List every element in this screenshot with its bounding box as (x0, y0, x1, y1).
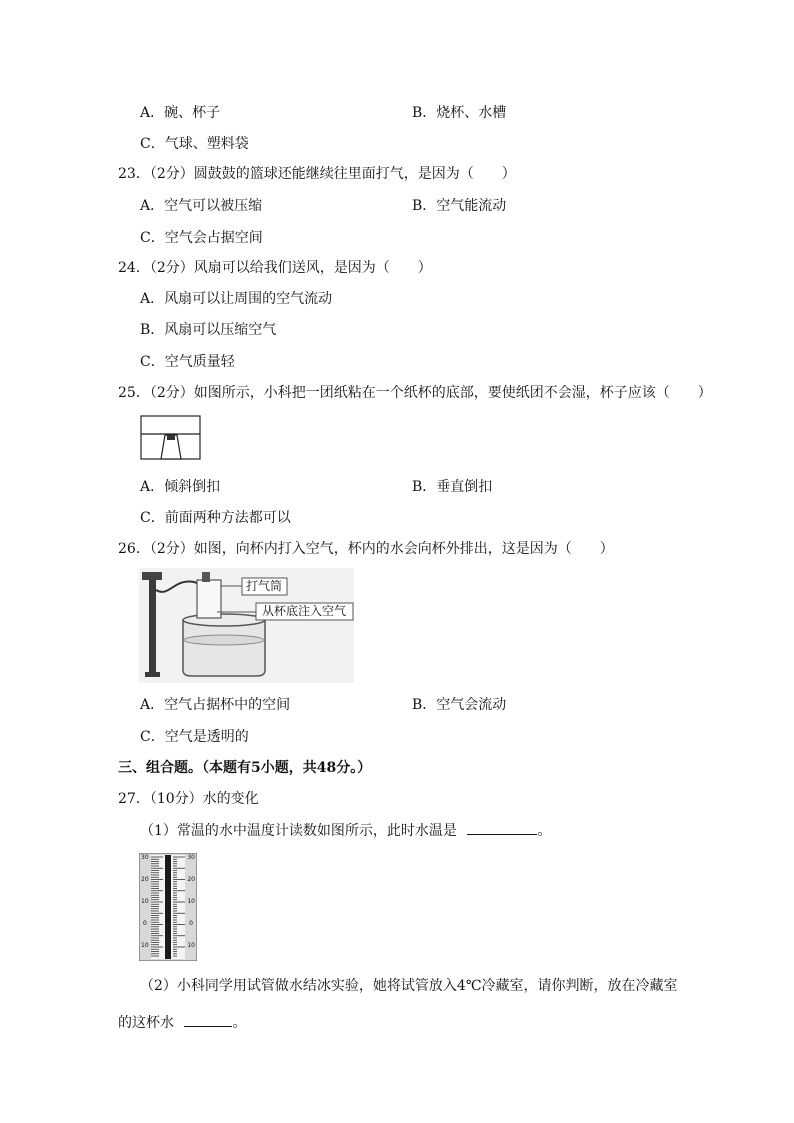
tick-label-30-right: 30 (187, 854, 195, 861)
tick-label-neg10-right: 10 (187, 942, 195, 949)
section-3-title: 三、组合题。（本题有5小题，共48分。） (118, 760, 372, 776)
q27-sub2-line1: （2）小科同学用试管做水结冰实验，她将试管放入4℃冷藏室，请你判断，放在冷藏室 (140, 978, 678, 994)
q27-sub2-line2 (118, 1012, 246, 1033)
tick-label-20-left: 20 (141, 876, 149, 883)
q25-option-b: B．垂直倒扣 (412, 479, 493, 495)
tick-label-20-right: 20 (187, 876, 195, 883)
q25-option-a: A．倾斜倒扣 (140, 479, 221, 495)
q24-option-a: A．风扇可以让周围的空气流动 (140, 291, 333, 307)
paper-cup-figure (140, 415, 202, 460)
q27-stem: 27．（10分）水的变化 (118, 791, 259, 807)
tick-label-0-left: 0 (143, 920, 147, 927)
tick-label-30-left: 30 (141, 854, 149, 861)
q27-sub2-answer-blank[interactable] (184, 1012, 232, 1027)
q27-sub1-text: （1）常温的水中温度计读数如图所示，此时水温是 (140, 823, 457, 839)
q25-option-c: C．前面两种方法都可以 (140, 510, 291, 526)
tick-label-10-left: 10 (141, 898, 149, 905)
tick-label-0-right: 0 (189, 920, 193, 927)
q27-sub2-text: 的这杯水 (118, 1015, 174, 1031)
q23-stem: 23．（2分）圆鼓鼓的篮球还能继续往里面打气，是因为（ ） (118, 166, 516, 182)
q26-option-c: C．空气是透明的 (140, 729, 249, 745)
q24-option-c: C．空气质量轻 (140, 354, 235, 370)
q23-option-c: C．空气会占据空间 (140, 230, 263, 246)
q25-stem: 25．（2分）如图所示，小科把一团纸粘在一个纸杯的底部，要使纸团不会湿，杯子应该（ ） (118, 385, 712, 401)
q24-stem: 24．（2分）风扇可以给我们送风，是因为（ ） (118, 260, 432, 276)
q26-stem: 26．（2分）如图，向杯内打入空气，杯内的水会向杯外排出，这是因为（ ） (118, 541, 614, 557)
thermometer-figure (139, 853, 197, 961)
q23-option-b: B．空气能流动 (412, 198, 507, 214)
tick-label-neg10-left: 10 (141, 942, 149, 949)
q26-option-a: A．空气占据杯中的空间 (140, 697, 291, 713)
air-label: 从杯底注入空气 (262, 604, 347, 618)
q27-sub2-end: 。 (232, 1015, 247, 1031)
q22-option-b: B．烧杯、水槽 (412, 105, 507, 121)
q27-sub1-answer-blank[interactable] (467, 820, 537, 835)
q24-option-b: B．风扇可以压缩空气 (140, 322, 277, 338)
q26-option-b: B．空气会流动 (412, 697, 507, 713)
q23-option-a: A．空气可以被压缩 (140, 198, 263, 214)
q27-sub1 (140, 820, 551, 841)
q22-option-a: A．碗、杯子 (140, 105, 221, 121)
pump-label: 打气筒 (246, 579, 283, 593)
q22-option-c: C．气球、塑料袋 (140, 136, 249, 152)
tick-label-10-right: 10 (187, 898, 195, 905)
q27-sub1-end: 。 (537, 823, 552, 839)
